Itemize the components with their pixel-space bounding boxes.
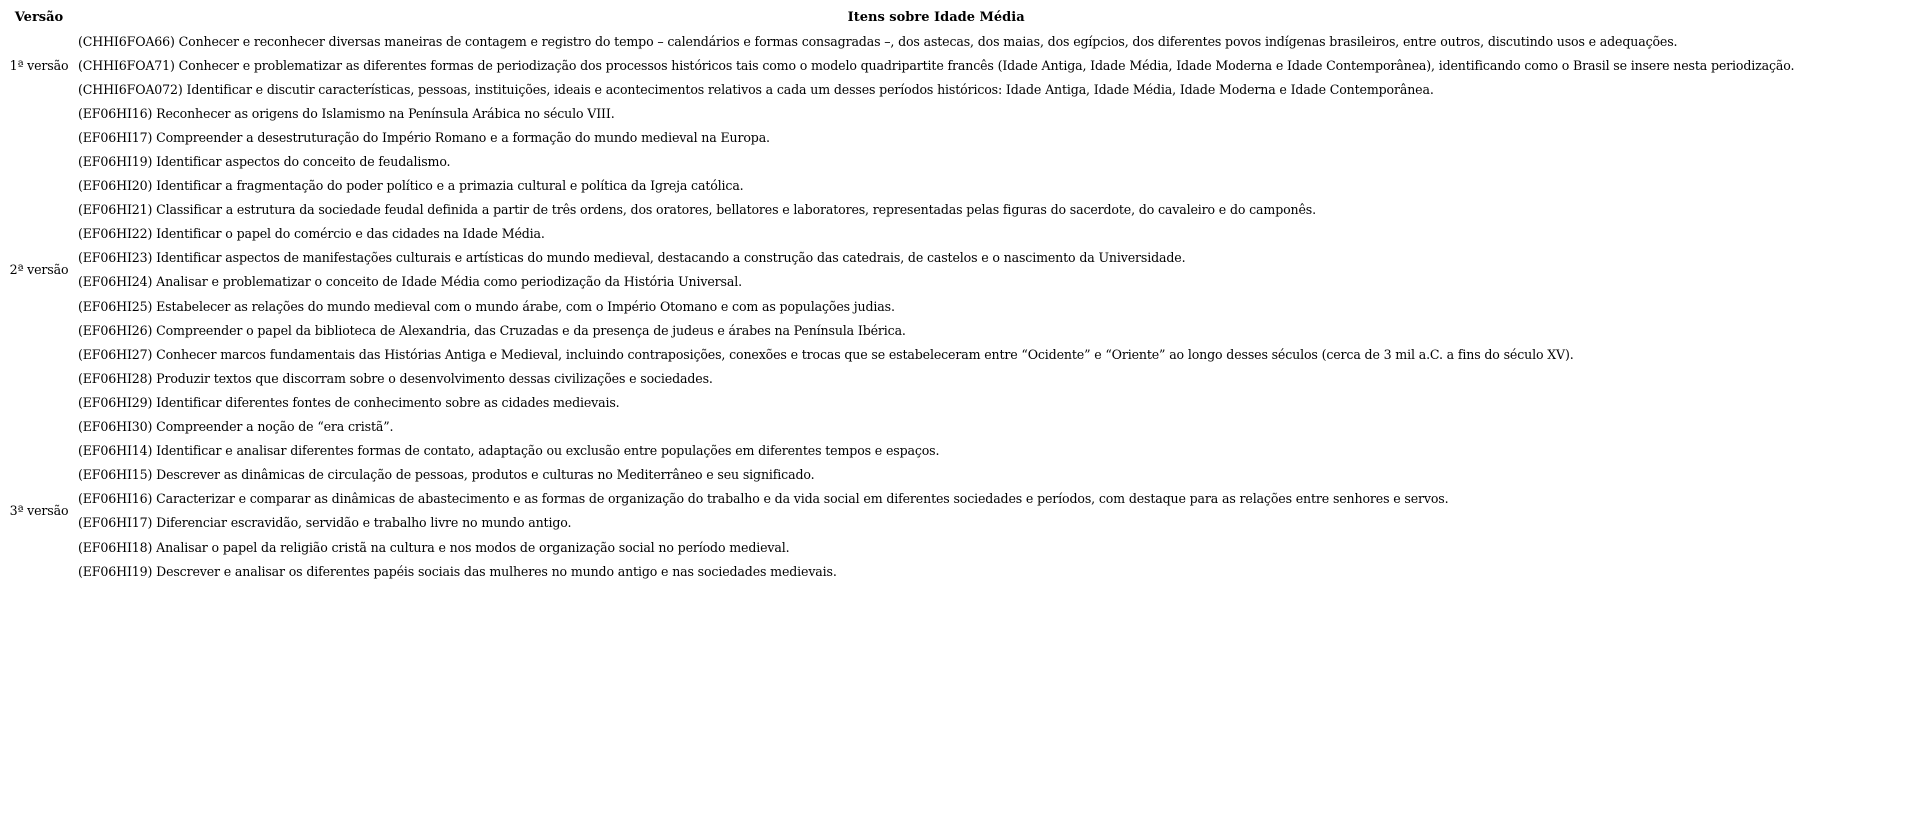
table-row: [2, 463, 1796, 487]
item-cell: (EF06HI15) Descrever as dinâmicas de circulação de pessoas, produtos e culturas no Mediterrâneo e seu significado.: [78, 467, 815, 483]
table-row: [2, 511, 1796, 535]
item-cell: (EF06HI22) Identificar o papel do comércio e das cidades na Idade Média.: [78, 226, 545, 242]
table-row: [2, 77, 1796, 101]
items-column-header: Itens sobre Idade Média: [847, 9, 1025, 25]
item-cell: (CHHI6FOA66) Conhecer e reconhecer diversas maneiras de contagem e registro do tempo – calendários e formas consagradas –, dos astecas, dos maias, dos egípcios, dos diferentes povos indígenas brasileiros, entre outros, discutindo usos e adequações.: [78, 33, 1678, 49]
table-row: [2, 174, 1796, 198]
item-cell: (EF06HI18) Analisar o papel da religião cristã na cultura e nos modos de organização social no período medieval.: [78, 539, 790, 555]
item-cell: (EF06HI19) Descrever e analisar os diferentes papéis sociais das mulheres no mundo antigo e nas sociedades medievais.: [78, 563, 837, 579]
item-cell: (EF06HI27) Conhecer marcos fundamentais das Histórias Antiga e Medieval, incluindo contraposições, conexões e trocas que se estabeleceram entre “Ocidente” e “Oriente” ao longo desses séculos (cerca de 3 mil a.C. a fins do século XV).: [78, 346, 1574, 362]
version-cell-1: 1ª versão: [9, 57, 69, 73]
table-row: [2, 366, 1796, 390]
header-row: [2, 5, 1796, 29]
version-cell-3: 3ª versão: [9, 503, 69, 519]
item-cell: (EF06HI16) Reconhecer as origens do Islamismo na Península Arábica no século VIII.: [78, 105, 615, 121]
table-row: [2, 125, 1796, 149]
item-cell: (EF06HI29) Identificar diferentes fontes de conhecimento sobre as cidades medievais.: [78, 394, 620, 410]
item-cell: (EF06HI21) Classificar a estrutura da sociedade feudal definida a partir de três ordens, dos oratores, bellatores e laboratores, representadas pelas figuras do sacerdote, do cavaleiro e do camponês.: [78, 202, 1316, 218]
item-cell: (EF06HI30) Compreender a noção de “era cristã”.: [78, 419, 394, 435]
item-cell: (CHHI6FOA072) Identificar e discutir características, pessoas, instituições, ideais e acontecimentos relativos a cada um desses períodos históricos: Idade Antiga, Idade Média, Idade Moderna e Idade Contemporânea.: [78, 81, 1434, 97]
items-table: [2, 5, 1796, 583]
table-row: [2, 101, 1796, 125]
table-row: [2, 318, 1796, 342]
table-row: [2, 559, 1796, 583]
table-row: [2, 487, 1796, 511]
table-row: [2, 29, 1796, 53]
item-cell: (EF06HI25) Estabelecer as relações do mundo medieval com o mundo árabe, com o Império Otomano e com as populações judias.: [78, 298, 895, 314]
item-cell: (EF06HI14) Identificar e analisar diferentes formas de contato, adaptação ou exclusão entre populações em diferentes tempos e espaços.: [78, 443, 940, 459]
item-cell: (EF06HI26) Compreender o papel da biblioteca de Alexandria, das Cruzadas e da presença de judeus e árabes na Península Ibérica.: [78, 322, 906, 338]
item-cell: (EF06HI20) Identificar a fragmentação do poder político e a primazia cultural e política da Igreja católica.: [78, 178, 744, 194]
table-row: [2, 270, 1796, 294]
table-row: [2, 390, 1796, 414]
table-row: [2, 535, 1796, 559]
item-cell: (CHHI6FOA71) Conhecer e problematizar as diferentes formas de periodização dos processos históricos tais como o modelo quadripartite francês (Idade Antiga, Idade Média, Idade Moderna e Idade Contemporânea), identificando como o Brasil se insere nesta periodização.: [78, 57, 1795, 73]
item-cell: (EF06HI17) Diferenciar escravidão, servidão e trabalho livre no mundo antigo.: [78, 515, 572, 531]
version-column-header: Versão: [14, 9, 64, 25]
item-cell: (EF06HI24) Analisar e problematizar o conceito de Idade Média como periodização da História Universal.: [78, 274, 742, 290]
table-row: [2, 415, 1796, 439]
table-row: [2, 246, 1796, 270]
item-cell: (EF06HI17) Compreender a desestruturação do Império Romano e a formação do mundo medieval na Europa.: [78, 129, 770, 145]
table-row: [2, 439, 1796, 463]
version-cell-2: 2ª versão: [9, 262, 69, 278]
table-row: [2, 222, 1796, 246]
table-row: [2, 294, 1796, 318]
table-row: [2, 342, 1796, 366]
table-row: [2, 53, 1796, 77]
table-row: [2, 149, 1796, 173]
table-row: [2, 198, 1796, 222]
item-cell: (EF06HI19) Identificar aspectos do conceito de feudalismo.: [78, 154, 451, 170]
item-cell: (EF06HI23) Identificar aspectos de manifestações culturais e artísticas do mundo medieval, destacando a construção das catedrais, de castelos e o nascimento da Universidade.: [78, 250, 1186, 266]
item-cell: (EF06HI16) Caracterizar e comparar as dinâmicas de abastecimento e as formas de organização do trabalho e da vida social em diferentes sociedades e períodos, com destaque para as relações entre senhores e servos.: [78, 491, 1449, 507]
item-cell: (EF06HI28) Produzir textos que discorram sobre o desenvolvimento dessas civilizações e sociedades.: [78, 370, 713, 386]
